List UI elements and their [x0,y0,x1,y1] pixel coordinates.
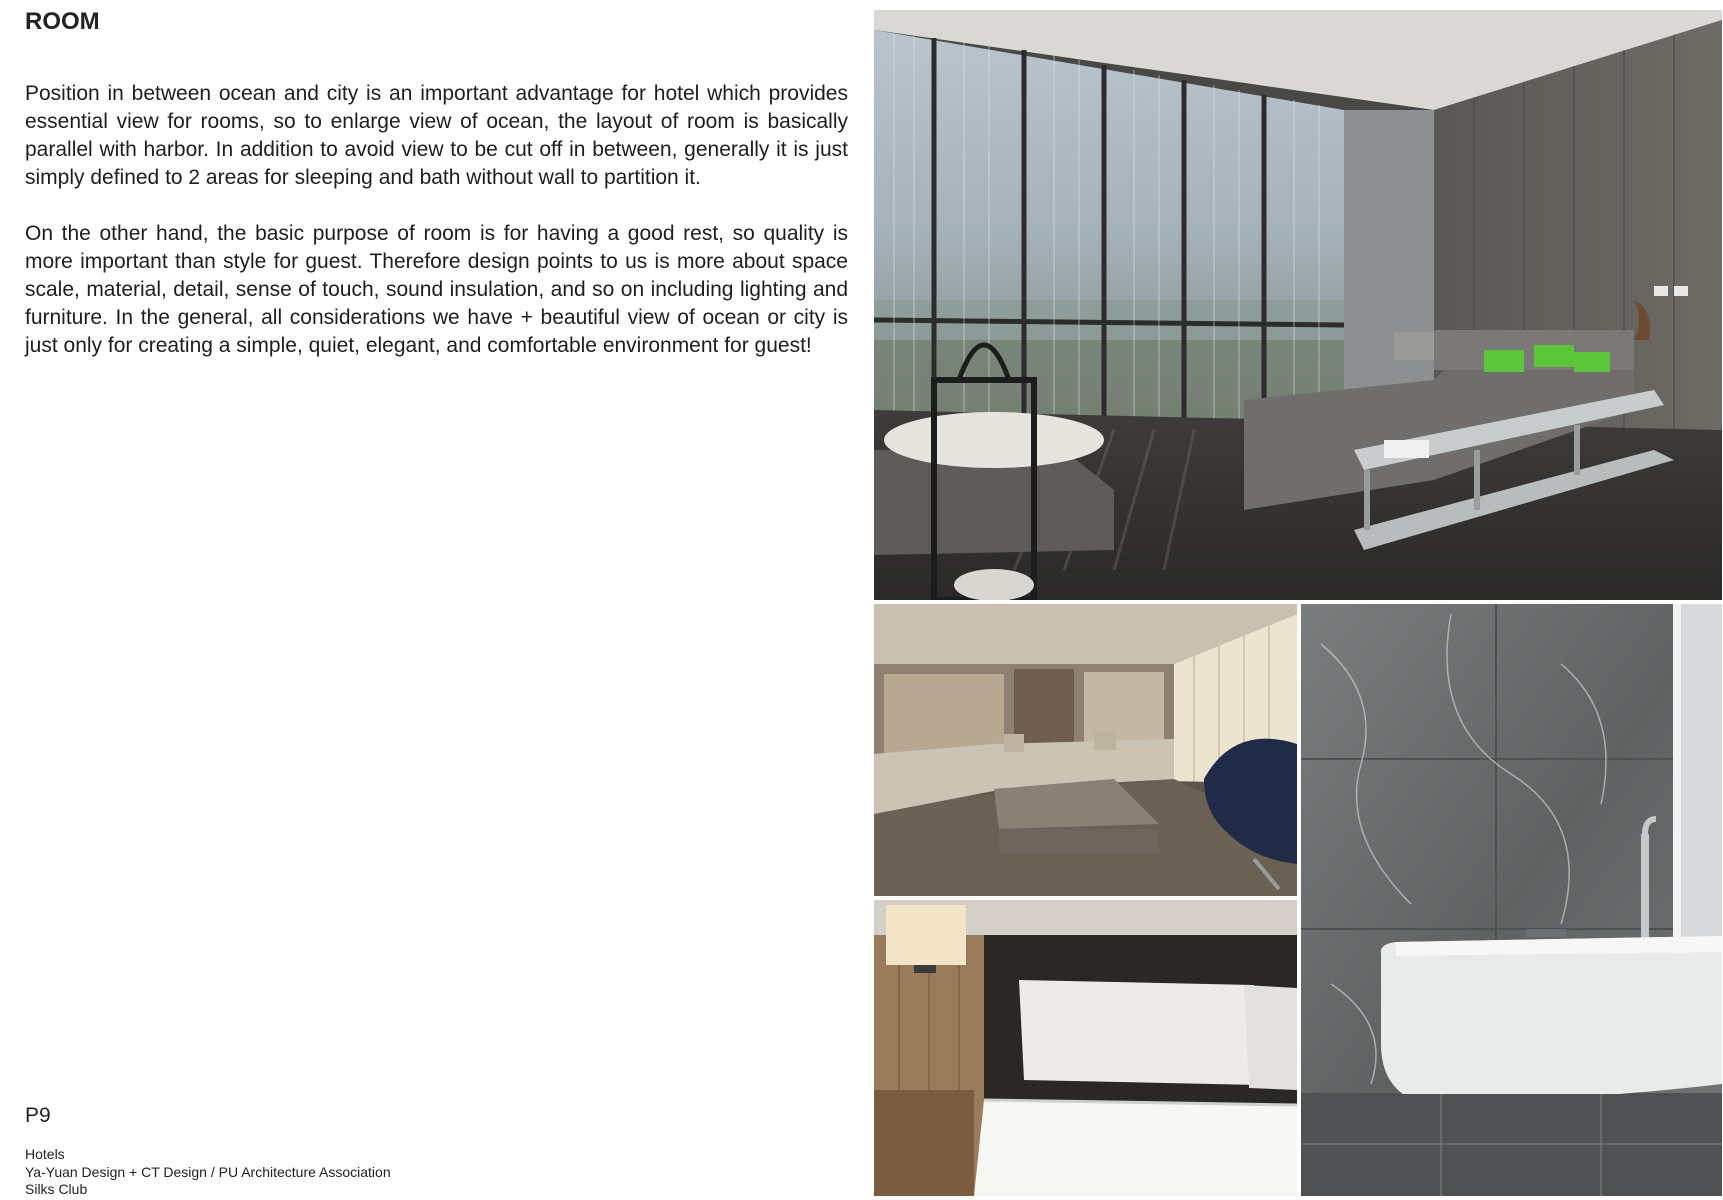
paragraph-2: On the other hand, the basic purpose of room is for having a good rest, so quality is more important than style for guest. Therefore design points to us is more about space scale, material, detail, sense of touch, sound insulation, and so on including lighting and furniture. In the general, all considerations we have + beautiful view of ocean or city is just only for creating a simple, quiet, elegant, and comfortable environment for guest! [25,222,848,357]
paragraph-1: Position in between ocean and city is an important advantage for hotel which provides essential view for rooms, so to enlarge view of ocean, the layout of room is basically parallel with harbor. In addition to avoid view to be cut off in between, generally it is just simply defined to 2 areas for sleeping and bath without wall to partition it. [25,82,848,189]
lounge-photo [874,604,1297,896]
page-title: ROOM [25,8,100,35]
page-number: P9 [25,1104,51,1127]
body-text [25,80,848,388]
bedroom-photo [874,900,1297,1196]
bathroom-photo [1301,604,1722,1196]
footer-designers: Ya-Yuan Design + CT Design / PU Architecture Association [25,1163,391,1180]
footer-project: Silks Club [25,1181,88,1197]
living-room-photo [874,10,1722,600]
footer-credits [25,1146,391,1199]
footer-category: Hotels [25,1146,65,1162]
